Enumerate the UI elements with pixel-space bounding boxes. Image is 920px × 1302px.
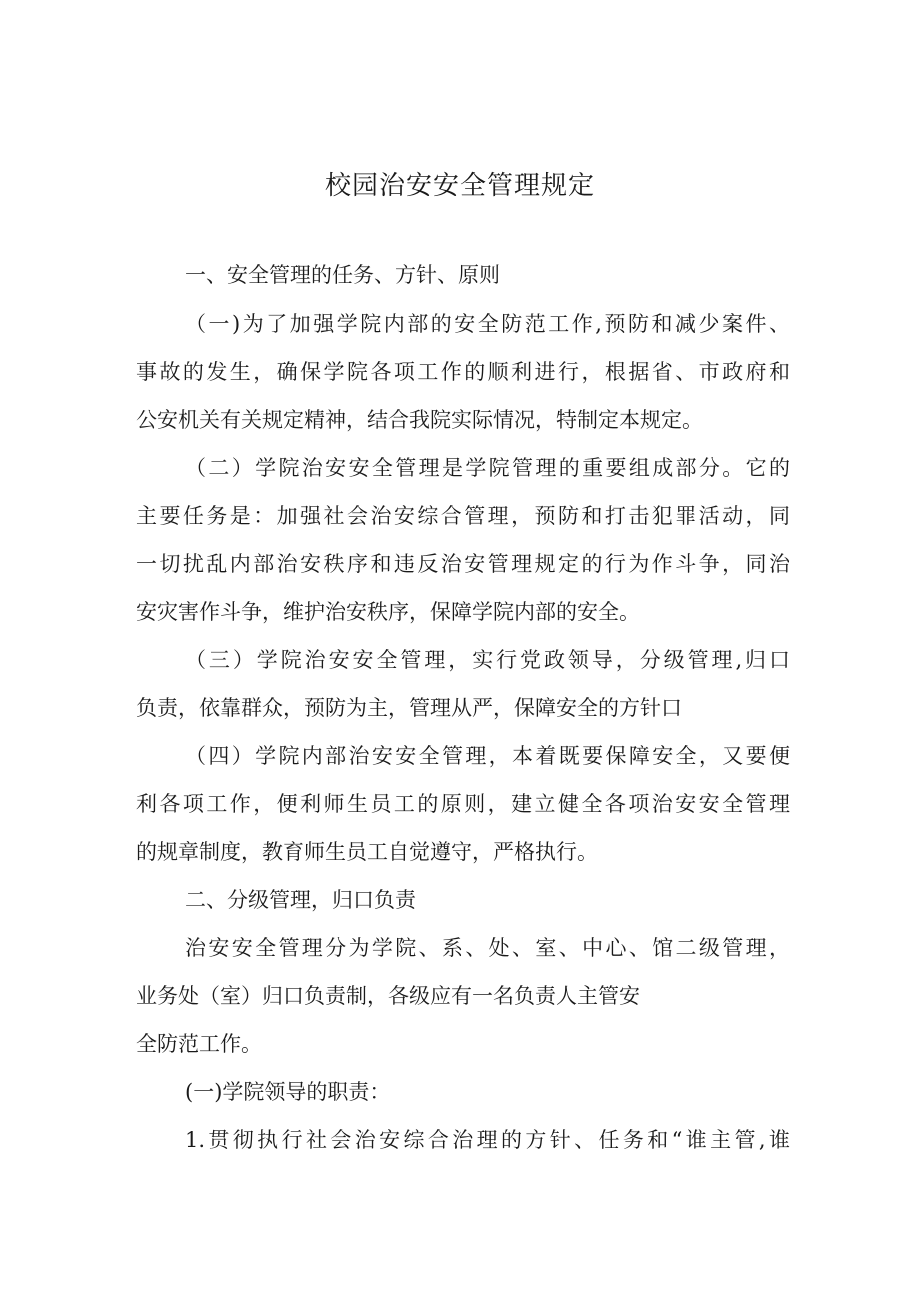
- document-title: 校园治安安全管理规定: [324, 171, 595, 201]
- paragraph-line: （四）学院内部治安安全管理，本着既要保障安全，又要便: [185, 744, 790, 768]
- paragraph-line: 安灾害作斗争，维护治安秩序，保障学院内部的安全。: [136, 600, 640, 624]
- section-heading: 二、分级管理，归口负责: [185, 888, 416, 912]
- paragraph-line: （一)为了加强学院内部的安全防范工作,预防和减少案件、: [185, 312, 790, 336]
- paragraph-line: 主要任务是：加强社会治安综合管理，预防和打击犯罪活动，同: [136, 504, 790, 528]
- paragraph-line: 的规章制度，教育师生员工自觉遵守，严格执行。: [136, 840, 598, 864]
- paragraph-line: 全防范工作。: [136, 1032, 262, 1056]
- section-heading: 一、安全管理的任务、方针、原则: [185, 263, 500, 287]
- paragraph-line: 业务处（室）归口负责制，各级应有一名负责人主管安: [136, 984, 640, 1008]
- paragraph-line: 利各项工作，便利师生员工的原则，建立健全各项治安安全管理: [136, 792, 790, 816]
- paragraph-line: （三）学院治安安全管理，实行党政领导，分级管理,归口: [185, 648, 790, 672]
- paragraph-line: 治安安全管理分为学院、系、处、室、中心、馆二级管理，: [185, 936, 790, 960]
- subsection-heading: (一)学院领导的职责：: [185, 1080, 391, 1104]
- paragraph-line: 1.贯彻执行社会治安综合治理的方针、任务和“谁主管,谁: [185, 1128, 790, 1152]
- paragraph-line: （二）学院治安安全管理是学院管理的重要组成部分。它的: [185, 456, 790, 480]
- paragraph-line: 负责，依靠群众，预防为主，管理从严，保障安全的方针口: [136, 696, 682, 720]
- paragraph-line: 公安机关有关规定精神，结合我院实际情况，特制定本规定。: [136, 408, 703, 432]
- paragraph-line: 事故的发生，确保学院各项工作的顺利进行，根据省、市政府和: [136, 360, 790, 384]
- paragraph-line: 一切扰乱内部治安秩序和违反治安管理规定的行为作斗争，同治: [136, 552, 790, 576]
